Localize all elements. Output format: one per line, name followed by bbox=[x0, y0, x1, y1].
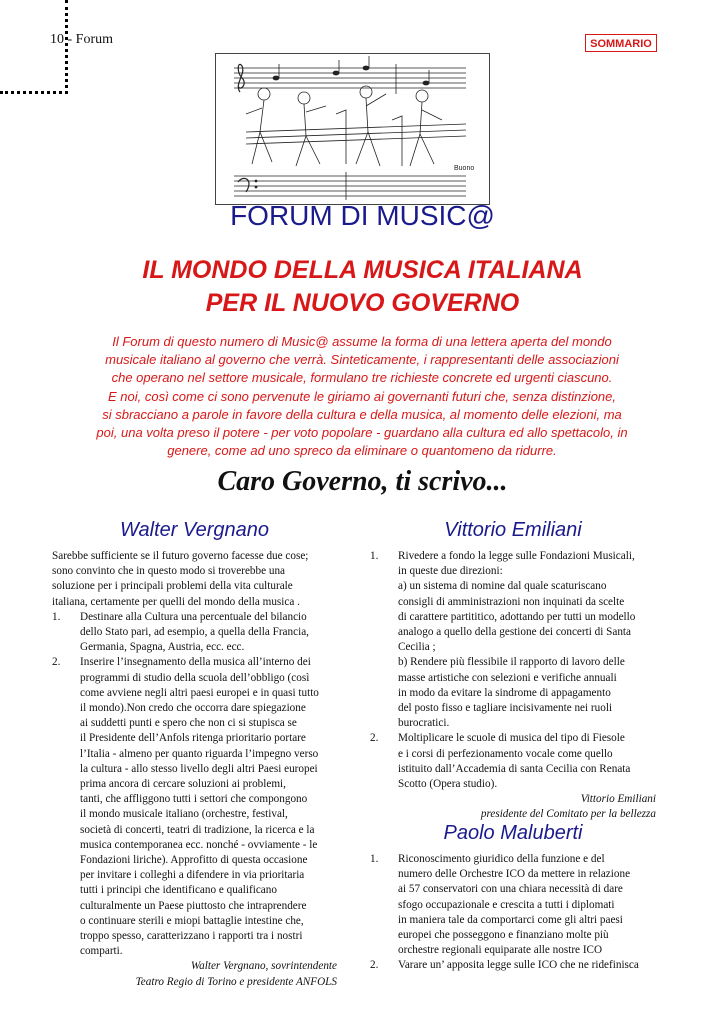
item-line: Destinare alla Cultura una percentuale del bilancio bbox=[80, 610, 307, 623]
item-line: per invitare i colleghi a difendere in via prioritaria bbox=[80, 869, 305, 882]
list-number: 1. bbox=[370, 550, 379, 562]
item-line: numero delle Orchestre ICO da mettere in relazione bbox=[398, 868, 631, 881]
paragraph-line: soluzione per i principali problemi della vita culturale bbox=[52, 580, 293, 593]
item-line: prima ancora di cercare soluzioni ai problemi, bbox=[80, 778, 286, 791]
item-line: del posto fisso e tagliare incisivamente nei ruoli bbox=[398, 702, 613, 715]
intro-line: che operano nel settore musicale, formulano tre richieste concrete ed urgenti ciascuno. bbox=[111, 370, 613, 386]
signature-line: Walter Vergnano, sovrintendente bbox=[190, 960, 337, 973]
intro-line: E noi, così come ci sono pervenute le giriamo ai governanti futuri che, senza distinzione, bbox=[108, 388, 616, 404]
list-item bbox=[370, 549, 656, 731]
item-line: Cecilia ; bbox=[398, 641, 436, 654]
illustration-signature: Buono bbox=[454, 165, 475, 172]
intro-line: musicale italiano al governo che verrà. Sinteticamente, i rappresentanti delle associazioni bbox=[105, 352, 619, 368]
item-line: in maniera tale da comportarci come gli altri paesi bbox=[398, 913, 623, 926]
list-number: 2. bbox=[370, 732, 379, 745]
list-number: 2. bbox=[370, 959, 379, 972]
main-title bbox=[0, 254, 725, 320]
item-line: burocratici. bbox=[398, 717, 450, 730]
item-line: b) Rendere più flessibile il rapporto di lavoro delle bbox=[398, 656, 625, 669]
item-line: a) un sistema di nomine dal quale scaturiscano bbox=[398, 580, 607, 593]
requests-list bbox=[52, 610, 337, 960]
item-line: musica contemporanea ecc. nonché - ovviamente - le bbox=[80, 838, 318, 851]
sommario-button[interactable]: SOMMARIO bbox=[585, 34, 657, 52]
signature-line: Teatro Regio di Torino e presidente ANFOLS bbox=[135, 975, 337, 988]
author-heading-vergnano: Walter Vergnano bbox=[120, 519, 269, 541]
list-item bbox=[370, 731, 656, 792]
item-line: consigli di amministrazioni non inquinati da scelte bbox=[398, 595, 625, 608]
column-maluberti bbox=[370, 852, 656, 974]
column-vergnano bbox=[52, 549, 337, 990]
item-line: l’Italia - almeno per quanto riguarda l’impegno verso bbox=[80, 747, 319, 760]
item-line: troppo spesso, caratterizzano i rapporti tra i nostri bbox=[80, 930, 303, 943]
item-line: o continuare sterili e miopi battaglie intestine che, bbox=[80, 914, 304, 927]
requests-list bbox=[370, 549, 656, 792]
list-number: 1. bbox=[370, 853, 379, 865]
item-line: europei che posseggono e finanziano molte più bbox=[398, 929, 609, 942]
page-label: 10 - Forum bbox=[50, 32, 113, 47]
item-line: la cultura - allo stesso livello degli altri Paesi europei bbox=[80, 762, 318, 775]
item-line: ai suddetti punti e spero che non ci si stupisca se bbox=[80, 717, 297, 730]
item-line: Moltiplicare le scuole di musica del tipo di Fiesole bbox=[398, 732, 625, 745]
item-line: analogo a quello della gestione dei concerti di Santa bbox=[398, 626, 631, 639]
item-line: e i corsi di perfezionamento vocale come quello bbox=[398, 747, 613, 760]
main-title-line-2: PER IL NUOVO GOVERNO bbox=[205, 289, 520, 317]
item-line: Rivedere a fondo la legge sulle Fondazioni Musicali, bbox=[398, 550, 635, 562]
item-line: come avviene negli altri paesi europei e in quasi tutto bbox=[80, 686, 319, 699]
musicians-sketch-icon bbox=[215, 53, 490, 205]
signature-emiliani bbox=[370, 792, 656, 822]
item-line: Inserire l’insegnamento della musica all’interno dei bbox=[80, 656, 311, 669]
intro-paragraph bbox=[52, 333, 672, 460]
author-heading-maluberti: Paolo Maluberti bbox=[443, 822, 583, 844]
list-item bbox=[370, 958, 656, 973]
musicians-sketch bbox=[216, 54, 489, 204]
item-line: tutti i principi che identificano e qualificano bbox=[80, 884, 277, 897]
item-line: dello Stato pari, ad esempio, a quella della Francia, bbox=[80, 626, 309, 639]
item-line: il mondo).Non credo che occorra dare spiegazione bbox=[80, 702, 306, 715]
item-line: Scotto (Opera studio). bbox=[398, 778, 498, 791]
item-line: culturalmente un Paese piuttosto che intraprendere bbox=[80, 899, 307, 912]
paragraph-line: Sarebbe sufficiente se il futuro governo facesse due cose; bbox=[52, 550, 309, 562]
list-item bbox=[370, 852, 656, 958]
list-number: 1. bbox=[52, 610, 61, 623]
paragraph-line: italiana, certamente per quelli del mondo della musica . bbox=[52, 595, 300, 608]
item-line: masse artistiche con selezioni e verifiche annuali bbox=[398, 671, 617, 684]
signature-line: presidente del Comitato per la bellezza bbox=[480, 808, 656, 821]
intro-line: Il Forum di questo numero di Music@ assume la forma di una lettera aperta del mondo bbox=[112, 334, 612, 349]
intro-line: genere, come ad uno spreco da eliminare o quantomeno da ridurre. bbox=[167, 443, 557, 459]
requests-list bbox=[370, 852, 656, 974]
item-line: tanti, che affliggono tutti i settori che compongono bbox=[80, 793, 308, 806]
item-line: di carattere partititico, adottando per tutti un modello bbox=[398, 610, 636, 623]
item-line: orchestre regionali equiparate alle nostre ICO bbox=[398, 944, 603, 957]
item-line: società di concerti, teatri di tradizione, la ricerca e la bbox=[80, 823, 315, 836]
list-item bbox=[52, 610, 337, 656]
item-line: istituito dall’Accademia di santa Cecilia con Renata bbox=[398, 762, 631, 775]
letter-title: Caro Governo, ti scrivo... bbox=[217, 466, 508, 497]
item-line: sfogo occupazionale e crescita a tutti i diplomati bbox=[398, 898, 615, 911]
item-line: il mondo musicale italiano (orchestre, festival, bbox=[80, 808, 288, 821]
forum-title: FORUM DI MUSIC@ bbox=[230, 200, 495, 231]
item-line: Riconoscimento giuridico della funzione e del bbox=[398, 853, 605, 865]
list-item bbox=[52, 655, 337, 959]
intro-line: si sbracciano a parole in favore della cultura e della musica, al momento delle elezioni, ma bbox=[102, 406, 622, 422]
intro-line: poi, una volta preso il potere - per voto popolare - guardano alla cultura ed allo spettacolo, in bbox=[96, 425, 628, 441]
item-line: in modo da evitare la sindrome di appagamento bbox=[398, 686, 611, 699]
column-emiliani bbox=[370, 549, 656, 823]
main-title-line-1: IL MONDO DELLA MUSICA ITALIANA bbox=[142, 256, 583, 284]
item-line: il Presidente dell’Anfols ritenga prioritario portare bbox=[80, 732, 306, 745]
item-line: in queste due direzioni: bbox=[398, 565, 503, 578]
item-line: ai 57 conservatori con una chiara necessità di dare bbox=[398, 883, 623, 896]
item-line: Varare un’ apposita legge sulle ICO che ne ridefinisca bbox=[398, 959, 639, 972]
item-line: programmi di studio della scuola dell’obbligo (così bbox=[80, 671, 310, 684]
paragraph-line: sono convinto che in questo modo si troverebbe una bbox=[52, 565, 286, 578]
list-number: 2. bbox=[52, 656, 61, 669]
signature-vergnano bbox=[52, 959, 337, 989]
item-line: Germania, Spagna, Austria, ecc. ecc. bbox=[80, 641, 245, 654]
author-heading-emiliani: Vittorio Emiliani bbox=[444, 519, 582, 541]
item-line: Fondazioni liriche). Approfitto di questa occasione bbox=[80, 854, 308, 867]
signature-line: Vittorio Emiliani bbox=[580, 793, 656, 806]
item-line: comparti. bbox=[80, 945, 123, 958]
